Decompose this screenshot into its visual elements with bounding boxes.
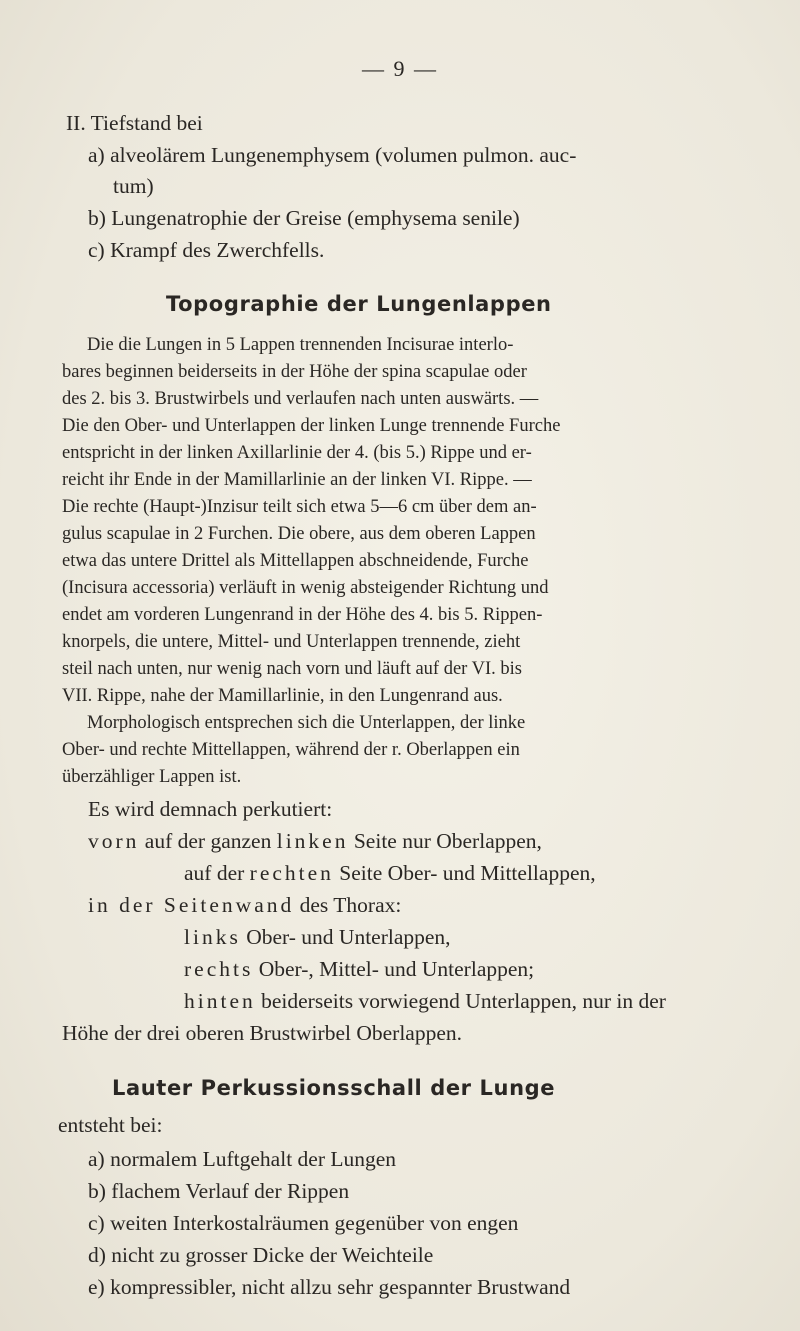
list-item: e) kompressibler, nicht allzu sehr gespannter Brustwand [88, 1275, 571, 1299]
list-item: d) nicht zu grosser Dicke der Weichteile [88, 1243, 434, 1267]
text-line: Morphologisch entsprechen sich die Unterlappen, der linke [87, 713, 526, 733]
text-line: steil nach unten, nur wenig nach vorn und läuft auf der VI. bis [62, 659, 522, 679]
text-line: entspricht in der linken Axillarlinie der 4. (bis 5.) Rippe und er- [62, 443, 532, 463]
list-item: a) alveolärem Lungenemphysem (volumen pulmon. auc- [88, 143, 577, 167]
text-line: Ober- und rechte Mittellappen, während der r. Oberlappen ein [62, 740, 520, 760]
text-line: reicht ihr Ende in der Mamillarlinie an der linken VI. Rippe. — [62, 470, 532, 490]
text-line: etwa das untere Drittel als Mittellappen abschneidende, Furche [62, 551, 529, 571]
list-item: c) Krampf des Zwerchfells. [88, 238, 325, 262]
text-line: entsteht bei: [58, 1113, 163, 1137]
text-line: endet am vorderen Lungenrand in der Höhe des 4. bis 5. Rippen- [62, 605, 543, 625]
spaced-term: linken [276, 829, 349, 853]
text-line: hinten beiderseits vorwiegend Unterlappen, nur in der [184, 989, 666, 1013]
list-item: c) weiten Interkostalräumen gegenüber von engen [88, 1211, 519, 1235]
text-line: Die rechte (Haupt-)Inzisur teilt sich etwa 5—6 cm über dem an- [62, 497, 537, 517]
section-heading-perkussionsschall: Lauter Perkussionsschall der Lunge [112, 1076, 556, 1100]
text-line: rechts Ober-, Mittel- und Unterlappen; [184, 957, 535, 981]
text-line: vorn auf der ganzen linken Seite nur Oberlappen, [88, 829, 542, 853]
section-ii-title: II. Tiefstand bei [66, 111, 203, 135]
spaced-term: rechts [184, 957, 254, 981]
text-line: VII. Rippe, nahe der Mamillarlinie, in den Lungenrand aus. [62, 686, 503, 706]
list-item: tum) [113, 174, 154, 198]
text-line: links Ober- und Unterlappen, [184, 925, 451, 949]
text-line: auf der rechten Seite Ober- und Mittellappen, [184, 861, 596, 885]
spaced-term: hinten [184, 989, 256, 1013]
spaced-term: vorn [88, 829, 140, 853]
text-line: knorpels, die untere, Mittel- und Unterlappen trennende, zieht [62, 632, 521, 652]
spaced-term: rechten [249, 861, 334, 885]
spaced-term: links [184, 925, 241, 949]
text-line: Höhe der drei oberen Brustwirbel Oberlappen. [62, 1021, 462, 1045]
text-line: Es wird demnach perkutiert: [88, 797, 333, 821]
spaced-term: in der Seitenwand [88, 893, 295, 917]
text-line: in der Seitenwand des Thorax: [88, 893, 402, 917]
list-item: a) normalem Luftgehalt der Lungen [88, 1147, 397, 1171]
list-item: b) flachem Verlauf der Rippen [88, 1179, 350, 1203]
list-item: b) Lungenatrophie der Greise (emphysema senile) [88, 206, 520, 230]
text-line: (Incisura accessoria) verläuft in wenig absteigender Richtung und [62, 578, 549, 598]
page-number: — 9 — [362, 56, 438, 81]
text-line: Die den Ober- und Unterlappen der linken Lunge trennende Furche [62, 416, 561, 436]
section-heading-topographie: Topographie der Lungenlappen [166, 292, 552, 316]
text-line: gulus scapulae in 2 Furchen. Die obere, aus dem oberen Lappen [62, 524, 536, 544]
text-line: überzähliger Lappen ist. [62, 767, 242, 787]
text-line: des 2. bis 3. Brustwirbels und verlaufen nach unten auswärts. — [62, 389, 539, 409]
text-line: Die die Lungen in 5 Lappen trennenden Incisurae interlo- [87, 335, 514, 355]
text-line: bares beginnen beiderseits in der Höhe der spina scapulae oder [62, 362, 527, 382]
